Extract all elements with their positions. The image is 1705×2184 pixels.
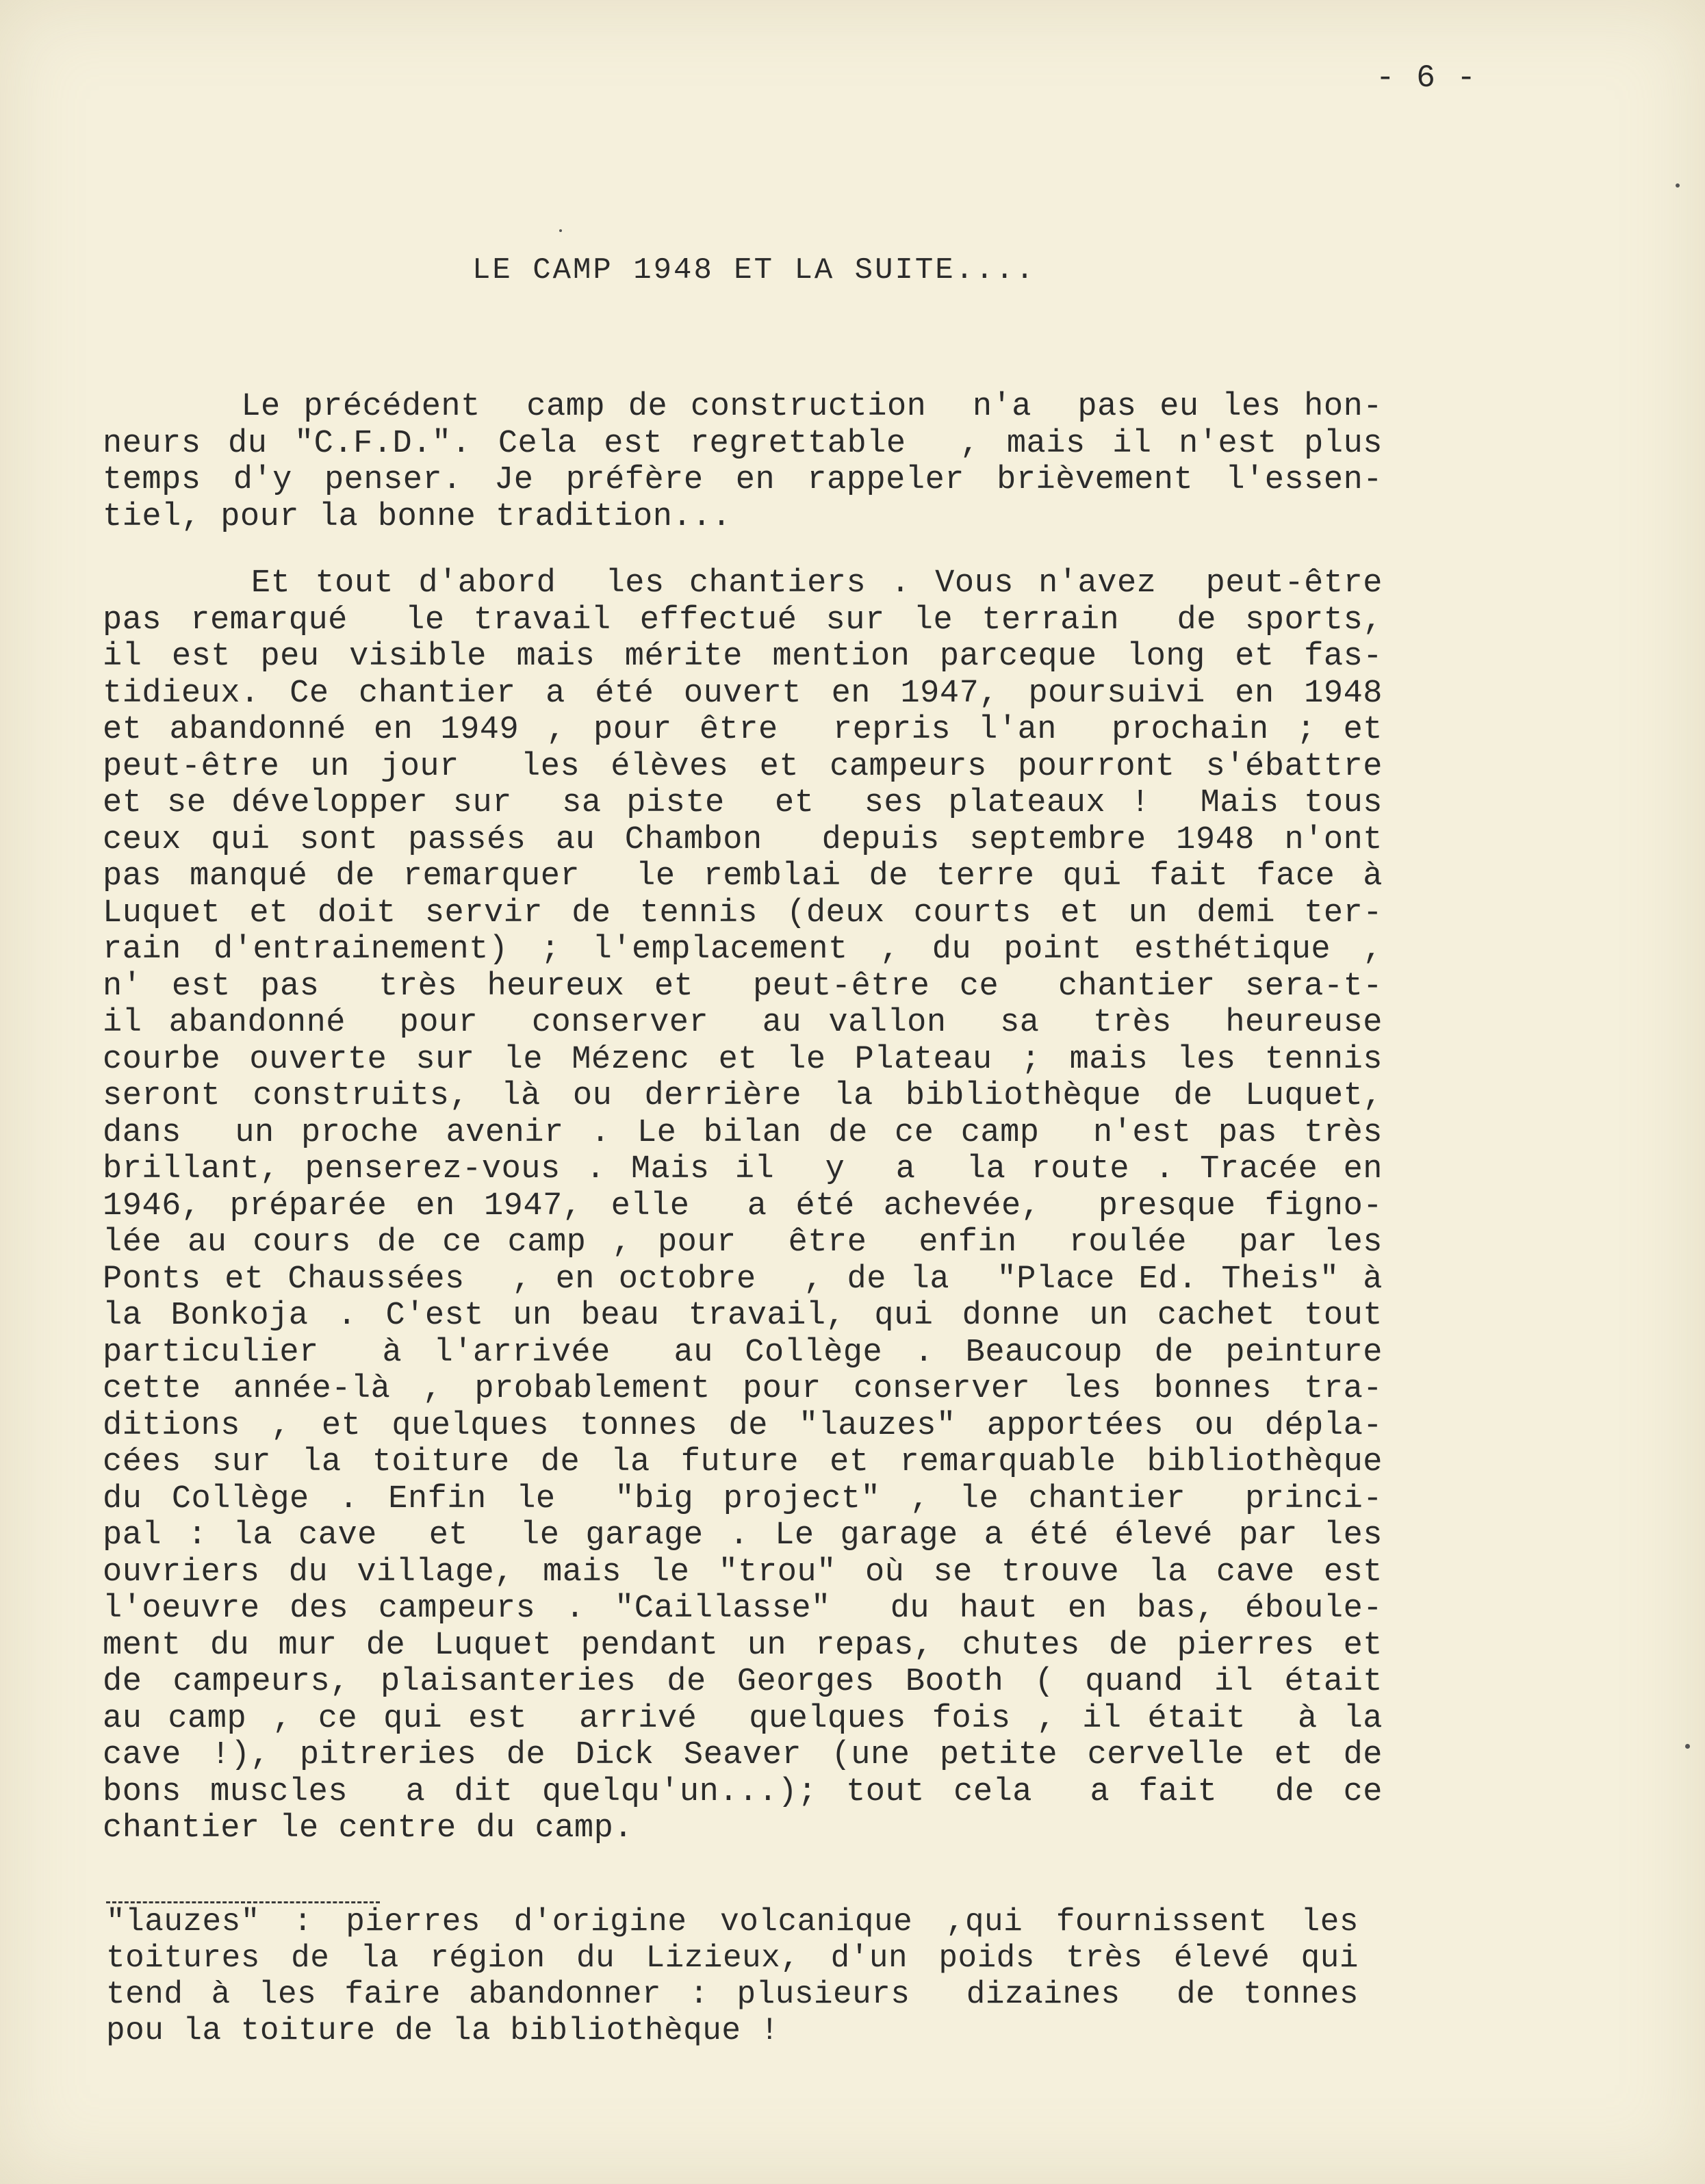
text-line: il abandonné pour conserver au vallon sa très heureuse <box>103 1005 1383 1041</box>
text-line: peut-être un jour les élèves et campeurs pourront s'ébattre <box>103 748 1383 785</box>
text-line: l'oeuvre des campeurs . "Caillasse" du haut en bas, éboule- <box>103 1591 1383 1627</box>
text-line: Ponts et Chaussées , en octobre , de la "Place Ed. Theis" à <box>103 1261 1383 1298</box>
text-line: au camp , ce qui est arrivé quelques fois , il était à la <box>103 1700 1383 1737</box>
text-line: pas remarqué le travail effectué sur le terrain de sports, <box>103 602 1383 639</box>
text-line: tiel, pour la bonne tradition... <box>103 498 732 535</box>
text-line: et se développer sur sa piste et ses plateaux ! Mais tous <box>103 785 1383 821</box>
text-line: bons muscles a dit quelqu'un...); tout cela a fait de ce <box>103 1773 1383 1810</box>
paragraph-chantiers <box>103 565 1383 1847</box>
text-line: la Bonkoja . C'est un beau travail, qui donne un cachet tout <box>103 1298 1383 1334</box>
text-line: du Collège . Enfin le "big project" , le chantier princi- <box>103 1480 1383 1517</box>
paragraph-intro <box>103 389 1383 535</box>
text-line: cées sur la toiture de la future et remarquable bibliothèque <box>103 1444 1383 1480</box>
text-line: ment du mur de Luquet pendant un repas, chutes de pierres et <box>103 1627 1383 1664</box>
paper-speck <box>559 229 562 232</box>
text-line: ouvriers du village, mais le "trou" où se trouve la cave est <box>103 1554 1383 1591</box>
page-number: - 6 - <box>1376 60 1478 96</box>
text-line: pal : la cave et le garage . Le garage a été élevé par les <box>103 1517 1383 1554</box>
footnote-separator <box>106 1901 380 1903</box>
text-line: neurs du "C.F.D.". Cela est regrettable , mais il n'est plus <box>103 425 1383 462</box>
text-line: temps d'y penser. Je préfère en rappeler brièvement l'essen- <box>103 462 1383 498</box>
text-line: pou la toiture de la bibliothèque ! <box>106 2013 780 2048</box>
text-line: pas manqué de remarquer le remblai de terre qui fait face à <box>103 858 1383 895</box>
text-line: n' est pas très heureux et peut-être ce chantier sera-t- <box>103 968 1383 1005</box>
page-title: LE CAMP 1948 ET LA SUITE.... <box>472 253 1036 287</box>
text-line: tidieux. Ce chantier a été ouvert en 1947, poursuivi en 1948 <box>103 675 1383 712</box>
text-line: et abandonné en 1949 , pour être repris l'an prochain ; et <box>103 712 1383 748</box>
text-line: Le précédent camp de construction n'a pas eu les hon- <box>103 389 1383 425</box>
text-line: cave !), pitreries de Dick Seaver (une petite cervelle et de <box>103 1737 1383 1773</box>
text-line: Luquet et doit servir de tennis (deux courts et un demi ter- <box>103 895 1383 932</box>
text-line: lée au cours de ce camp , pour être enfin roulée par les <box>103 1224 1383 1261</box>
text-line: ditions , et quelques tonnes de "lauzes" apportées ou dépla- <box>103 1407 1383 1444</box>
text-line: brillant, penserez-vous . Mais il y a la route . Tracée en <box>103 1151 1383 1187</box>
text-line: rain d'entrainement) ; l'emplacement , du point esthétique , <box>103 932 1383 968</box>
text-line: chantier le centre du camp. <box>103 1810 634 1847</box>
text-line: tend à les faire abandonner : plusieurs dizaines de tonnes <box>106 1977 1359 2012</box>
text-line: toitures de la région du Lizieux, d'un poids très élevé qui <box>106 1940 1359 1976</box>
paper-speck <box>1676 183 1680 188</box>
text-line: de campeurs, plaisanteries de Georges Booth ( quand il était <box>103 1664 1383 1700</box>
text-line: Et tout d'abord les chantiers . Vous n'avez peut-être <box>103 565 1383 602</box>
text-line: ceux qui sont passés au Chambon depuis septembre 1948 n'ont <box>103 821 1383 858</box>
text-line: particulier à l'arrivée au Collège . Beaucoup de peinture <box>103 1334 1383 1371</box>
text-line: il est peu visible mais mérite mention parceque long et fas- <box>103 639 1383 675</box>
text-line: cette année-là , probablement pour conserver les bonnes tra- <box>103 1371 1383 1407</box>
text-line: "lauzes" : pierres d'origine volcanique ,qui fournissent les <box>106 1904 1359 1940</box>
text-line: dans un proche avenir . Le bilan de ce camp n'est pas très <box>103 1114 1383 1151</box>
footnote <box>106 1904 1359 2049</box>
text-line: seront construits, là ou derrière la bibliothèque de Luquet, <box>103 1078 1383 1114</box>
paper-speck <box>1685 1744 1690 1749</box>
text-line: 1946, préparée en 1947, elle a été achevée, presque figno- <box>103 1187 1383 1224</box>
text-line: courbe ouverte sur le Mézenc et le Plateau ; mais les tennis <box>103 1041 1383 1078</box>
